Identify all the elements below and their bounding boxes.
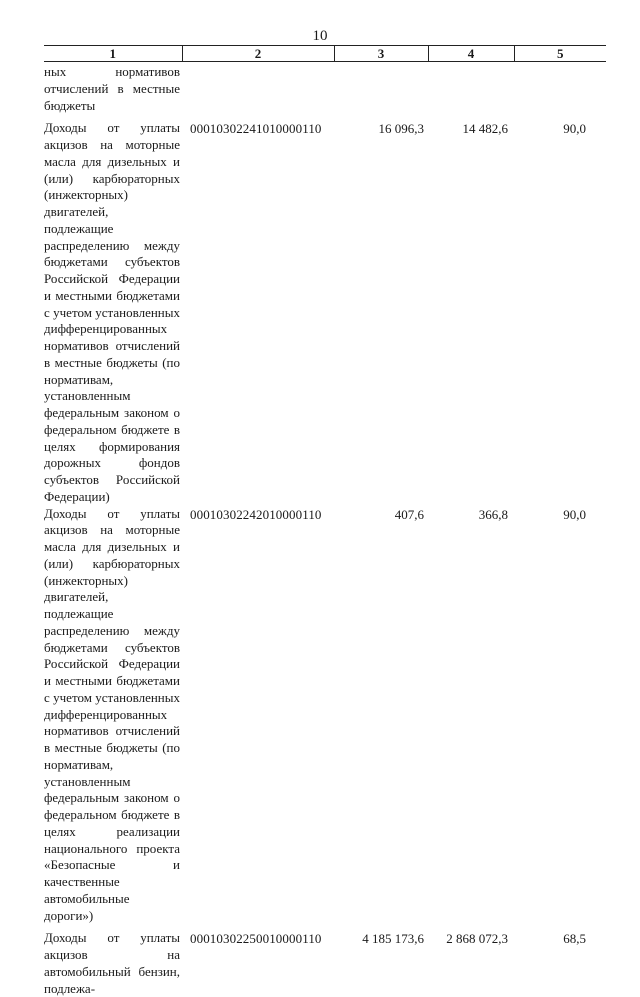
column-header-4: 4 — [428, 46, 514, 62]
row-code: 00010302250010000110 — [190, 931, 322, 947]
column-header-1: 1 — [44, 46, 182, 62]
column-header-3: 3 — [334, 46, 428, 62]
row-value-3: 4 185 173,6 — [362, 931, 424, 947]
table-row — [44, 930, 606, 997]
row-value-4 — [428, 62, 514, 115]
row-value-4: 366,8 — [478, 506, 508, 522]
table-row — [44, 506, 606, 925]
row-value-3 — [334, 62, 428, 115]
row-value-4: 14 482,6 — [462, 121, 508, 137]
income-table — [44, 45, 606, 997]
page-number: 10 — [312, 28, 328, 44]
row-value-3: 16 096,3 — [378, 121, 424, 137]
row-name: ных нормативов отчислений в местные бюджеты — [44, 64, 180, 113]
column-header-2: 2 — [182, 46, 334, 62]
table-header-row — [44, 46, 606, 62]
row-value-5 — [514, 62, 606, 115]
row-value-4: 2 868 072,3 — [446, 931, 508, 947]
row-code — [182, 62, 334, 115]
row-code: 00010302241010000110 — [190, 121, 322, 137]
row-value-5: 90,0 — [563, 506, 586, 522]
row-code: 00010302242010000110 — [190, 506, 322, 522]
table-row — [44, 62, 606, 115]
row-name: Доходы от уплаты акцизов на моторные масла для дизельных и (или) карбюраторных (инжекторных) двигателей, подлежащие распределению между бюджетами субъектов Российской Федерации и местными бюджетами с учетом установленных дифференцированных нормативов отчислений в местные бюджеты (по нормативам, установленным федеральным законом о федеральном бюджете в целях формирования дорожных фондов субъектов Российской Федерации) — [44, 120, 180, 504]
table-row — [44, 120, 606, 505]
column-header-5: 5 — [514, 46, 606, 62]
row-value-5: 68,5 — [563, 931, 586, 947]
row-value-5: 90,0 — [563, 121, 586, 137]
row-name: Доходы от уплаты акцизов на моторные масла для дизельных и (или) карбюраторных (инжекторных) двигателей, подлежащие распределению между бюджетами субъектов Российской Федерации и местными бюджетами с учетом установленных дифференцированных нормативов отчислений в местные бюджеты (по нормативам, установленным федеральным законом о федеральном бюджете в целях реализации национального проекта «Безопасные и качественные автомобильные дороги») — [44, 505, 180, 923]
row-value-3: 407,6 — [394, 506, 424, 522]
row-name: Доходы от уплаты акцизов на автомобильный бензин, подлежа- — [44, 930, 180, 996]
